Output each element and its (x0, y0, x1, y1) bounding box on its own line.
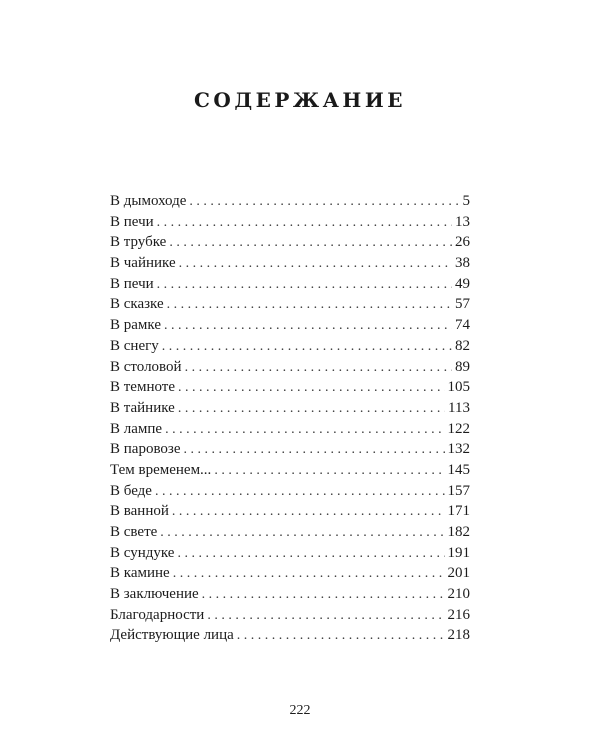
toc-dot-leader (157, 213, 452, 234)
toc-entry-page: 216 (447, 606, 470, 623)
toc-entry (110, 336, 470, 357)
toc-entry-title: В сундуке (110, 544, 175, 561)
toc-entry (110, 232, 470, 253)
toc-entry-page: 26 (455, 234, 470, 251)
toc-entry-title: В трубке (110, 234, 167, 251)
toc-entry-title: В тайнике (110, 399, 175, 416)
toc-entry (110, 191, 470, 212)
toc-entry-page: 191 (447, 544, 470, 561)
toc-entry-title: Благодарности (110, 606, 205, 623)
toc-entry-page: 145 (447, 461, 470, 478)
toc-entry-title: В сказке (110, 296, 164, 313)
toc-entry-page: 5 (462, 193, 470, 209)
toc-entry-page: 74 (455, 317, 470, 334)
toc-dot-leader (157, 275, 452, 296)
toc-entry (110, 377, 470, 398)
toc-entry (110, 625, 470, 646)
toc-entry-page: 132 (447, 441, 470, 458)
toc-entry-title: В ванной (110, 503, 169, 520)
toc-entry-page: 113 (448, 399, 470, 416)
toc-entry-title: В свете (110, 524, 158, 540)
toc-entry-title: В заключение (110, 586, 199, 603)
toc-dot-leader (177, 544, 444, 565)
toc-entry (110, 398, 470, 419)
toc-entry-title: В беде (110, 482, 152, 499)
page-title: СОДЕРЖАНИЕ (194, 88, 406, 112)
toc-dot-leader (184, 440, 445, 461)
toc-entry (110, 294, 470, 315)
toc-entry-title: В паровозе (110, 441, 181, 458)
toc-entry (110, 481, 470, 502)
toc-entry (110, 605, 470, 626)
toc-entry-page: 13 (455, 213, 470, 230)
toc-entry-title: Тем временем... (110, 461, 212, 478)
toc-entry-title: В столовой (110, 358, 182, 375)
toc-dot-leader (179, 254, 452, 275)
table-of-contents (110, 191, 470, 646)
toc-entry (110, 419, 470, 440)
toc-entry (110, 315, 470, 336)
toc-dot-leader (155, 482, 445, 503)
toc-entry-page: 157 (447, 482, 470, 499)
toc-dot-leader (178, 378, 444, 399)
toc-dot-leader (202, 585, 445, 606)
toc-dot-leader (160, 523, 444, 544)
toc-entry-page: 182 (447, 524, 470, 540)
toc-dot-leader (169, 233, 452, 254)
toc-entry-title: В рамке (110, 317, 161, 334)
toc-entry-title: В камине (110, 565, 170, 582)
toc-entry-title: В дымоходе (110, 193, 187, 209)
toc-entry-page: 105 (447, 379, 470, 396)
toc-entry-title: Действующие лица (110, 627, 234, 644)
toc-entry-title: В темноте (110, 379, 176, 396)
toc-entry-page: 122 (447, 420, 470, 437)
toc-entry (110, 212, 470, 233)
toc-dot-leader (173, 564, 445, 585)
toc-entry (110, 563, 470, 584)
toc-entry-page: 201 (447, 565, 470, 582)
toc-dot-leader (207, 606, 444, 627)
toc-entry-page: 89 (455, 358, 470, 375)
toc-entry-page: 218 (447, 627, 470, 644)
page-number: 222 (289, 703, 311, 718)
toc-entry (110, 274, 470, 295)
toc-dot-leader (164, 316, 452, 337)
toc-dot-leader (189, 192, 459, 213)
toc-entry-title: В чайнике (110, 255, 176, 272)
toc-entry (110, 460, 470, 481)
toc-entry (110, 253, 470, 274)
toc-entry-page: 38 (455, 255, 470, 272)
toc-entry-page: 171 (447, 503, 470, 520)
toc-entry-page: 49 (455, 275, 470, 292)
toc-entry-title: В печи (110, 213, 154, 230)
toc-entry-page: 82 (455, 337, 470, 354)
toc-entry-title: В печи (110, 275, 154, 292)
toc-entry-page: 210 (447, 586, 470, 603)
toc-entry (110, 543, 470, 564)
toc-dot-leader (237, 626, 445, 647)
toc-entry (110, 584, 470, 605)
toc-dot-leader (167, 295, 452, 316)
toc-entry-page: 57 (455, 296, 470, 313)
toc-dot-leader (165, 420, 444, 441)
toc-entry (110, 522, 470, 543)
toc-entry (110, 357, 470, 378)
toc-entry-title: В лампе (110, 420, 163, 437)
toc-entry (110, 439, 470, 460)
toc-dot-leader (162, 337, 452, 358)
toc-dot-leader (185, 358, 452, 379)
toc-entry-title: В снегу (110, 337, 159, 354)
toc-dot-leader (178, 399, 445, 420)
toc-dot-leader (172, 502, 445, 523)
toc-entry (110, 501, 470, 522)
toc-dot-leader (214, 461, 444, 482)
